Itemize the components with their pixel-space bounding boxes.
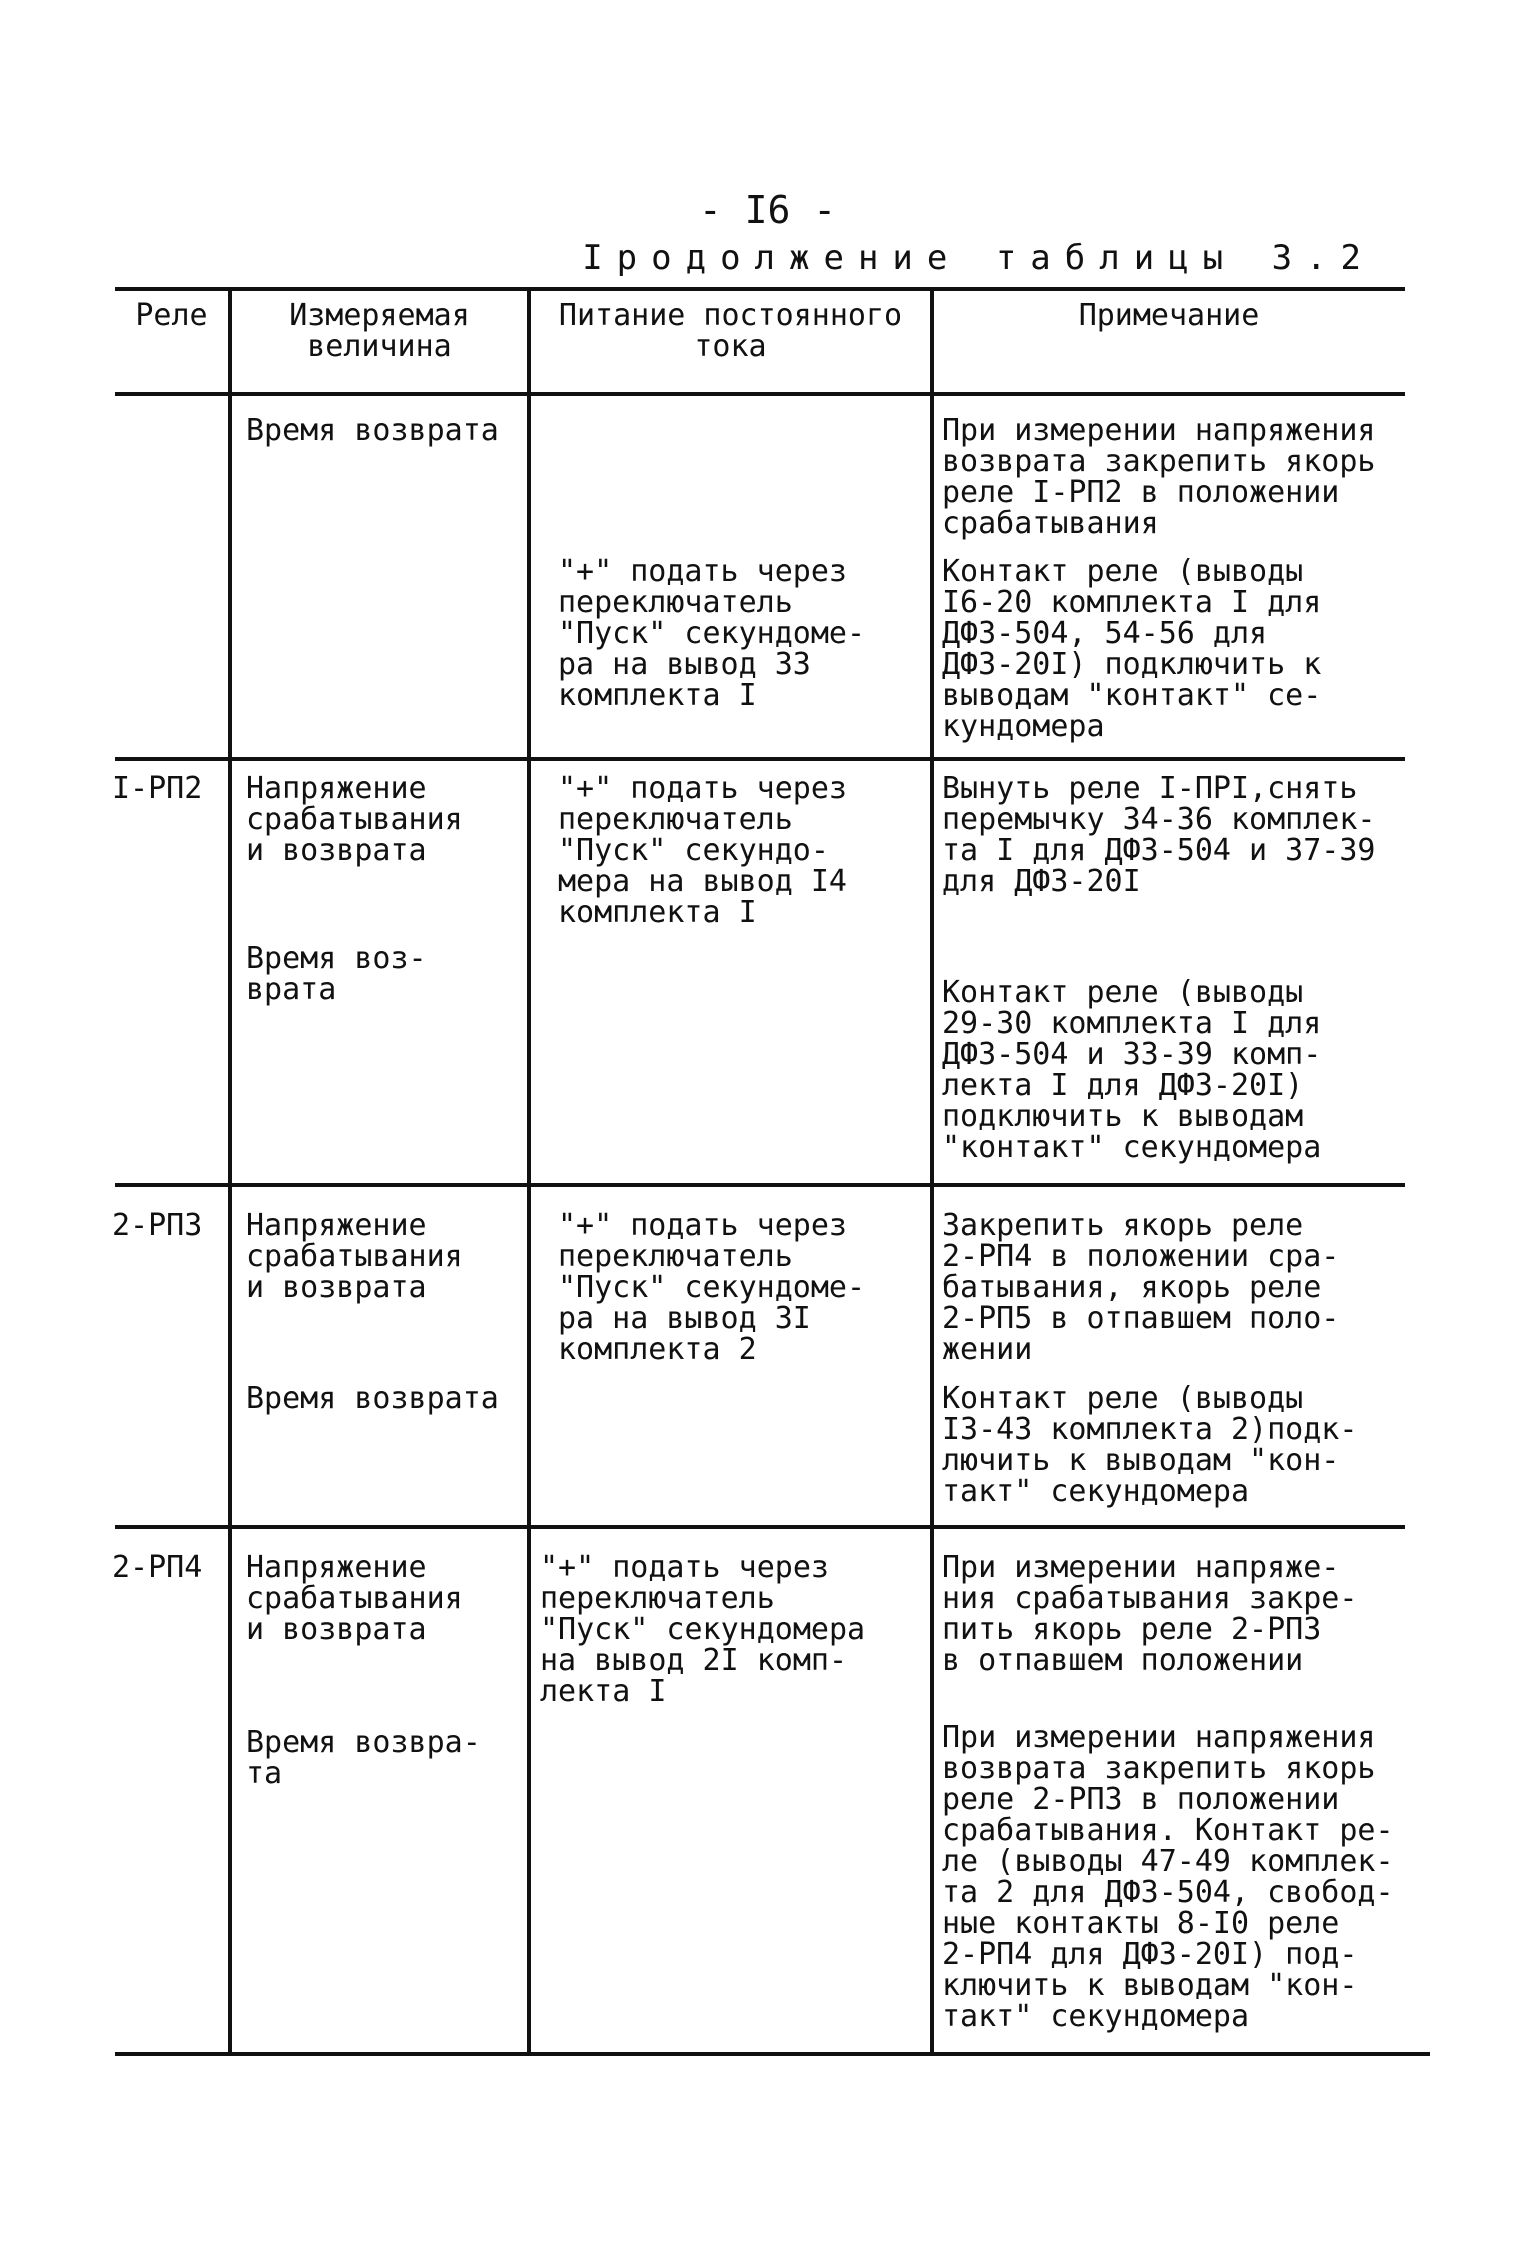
- note-cell: Контакт реле (выводы 29-30 комплекта I для ДФЗ-504 и 33-39 комп- лекта I для ДФЗ-20I) подключить к выводам "контакт" секундомера: [942, 975, 1322, 1165]
- measured-value: Время возврата: [246, 1381, 499, 1416]
- power-cell: "+" подать через переключатель "Пуск" секундомера на вывод 2I комп- лекта I: [540, 1550, 866, 1709]
- note-cell: Контакт реле (выводы I3-43 комплекта 2)подк- лючить к выводам "кон- такт" секундомера: [942, 1381, 1358, 1509]
- relay-name: I-РП2: [112, 771, 203, 806]
- measured-value: Время возвра- та: [246, 1725, 481, 1791]
- power-cell: "+" подать через переключатель "Пуск" секундоме- ра на вывод 3I комплекта 2: [558, 1208, 866, 1367]
- note-cell: Закрепить якорь реле 2-РП4 в положении сра- батывания, якорь реле 2-РП5 в отпавшем поло- жении: [942, 1208, 1340, 1367]
- header-measured: Измеряемая величина: [289, 298, 470, 364]
- power-cell: "+" подать через переключатель "Пуск" секундо- мера на вывод I4 комплекта I: [558, 771, 847, 930]
- column-divider: [930, 287, 934, 2054]
- relay-name: 2-РП4: [112, 1550, 203, 1585]
- page-number: - I6 -: [698, 188, 837, 232]
- column-divider: [527, 287, 531, 2054]
- note-cell: Контакт реле (выводы I6-20 комплекта I для ДФЗ-504, 54-56 для ДФЗ-20I) подключить к выводам "контакт" се- кундомера: [942, 554, 1322, 744]
- table-caption: Iродолжение таблицы 3.2: [582, 238, 1375, 278]
- note-cell: При измерении напряжения возврата закрепить якорь реле I-РП2 в положении срабатывания: [942, 413, 1376, 541]
- measured-value: Напряжение срабатывания и возврата: [246, 771, 463, 868]
- note-cell: Вынуть реле I-ПРI,снять перемычку 34-36 комплек- та I для ДФЗ-504 и 37-39 для ДФЗ-20I: [942, 771, 1376, 899]
- row-divider: [115, 1183, 1405, 1187]
- row-divider: [115, 1525, 1405, 1529]
- table-bottom-rule: [115, 2052, 1430, 2056]
- relay-name: 2-РП3: [112, 1208, 203, 1243]
- header-power: Питание постоянного тока: [558, 298, 903, 364]
- power-cell: "+" подать через переключатель "Пуск" секундоме- ра на вывод 33 комплекта I: [558, 554, 866, 713]
- header-bottom-rule: [115, 392, 1405, 396]
- measured-value: Напряжение срабатывания и возврата: [246, 1208, 463, 1305]
- header-relay: Реле: [135, 298, 208, 333]
- row-divider: [115, 757, 1405, 761]
- measured-value: Время возврата: [246, 413, 499, 448]
- measured-value: Время воз- врата: [246, 941, 427, 1007]
- column-divider: [228, 287, 232, 2054]
- measured-value: Напряжение срабатывания и возврата: [246, 1550, 463, 1647]
- table-top-rule: [115, 287, 1405, 291]
- note-cell: При измерении напряже- ния срабатывания закре- пить якорь реле 2-РП3 в отпавшем положении: [942, 1550, 1358, 1678]
- header-note: Примечание: [1078, 298, 1260, 333]
- note-cell: При измерении напряжения возврата закрепить якорь реле 2-РП3 в положении срабатывания. Контакт ре- ле (выводы 47-49 комплек- та 2 для ДФЗ-504, свобод- ные контакты 8-I0 реле 2-РП4 для ДФЗ-20I) под- ключить к выводам "кон- такт" секундомера: [942, 1720, 1394, 2034]
